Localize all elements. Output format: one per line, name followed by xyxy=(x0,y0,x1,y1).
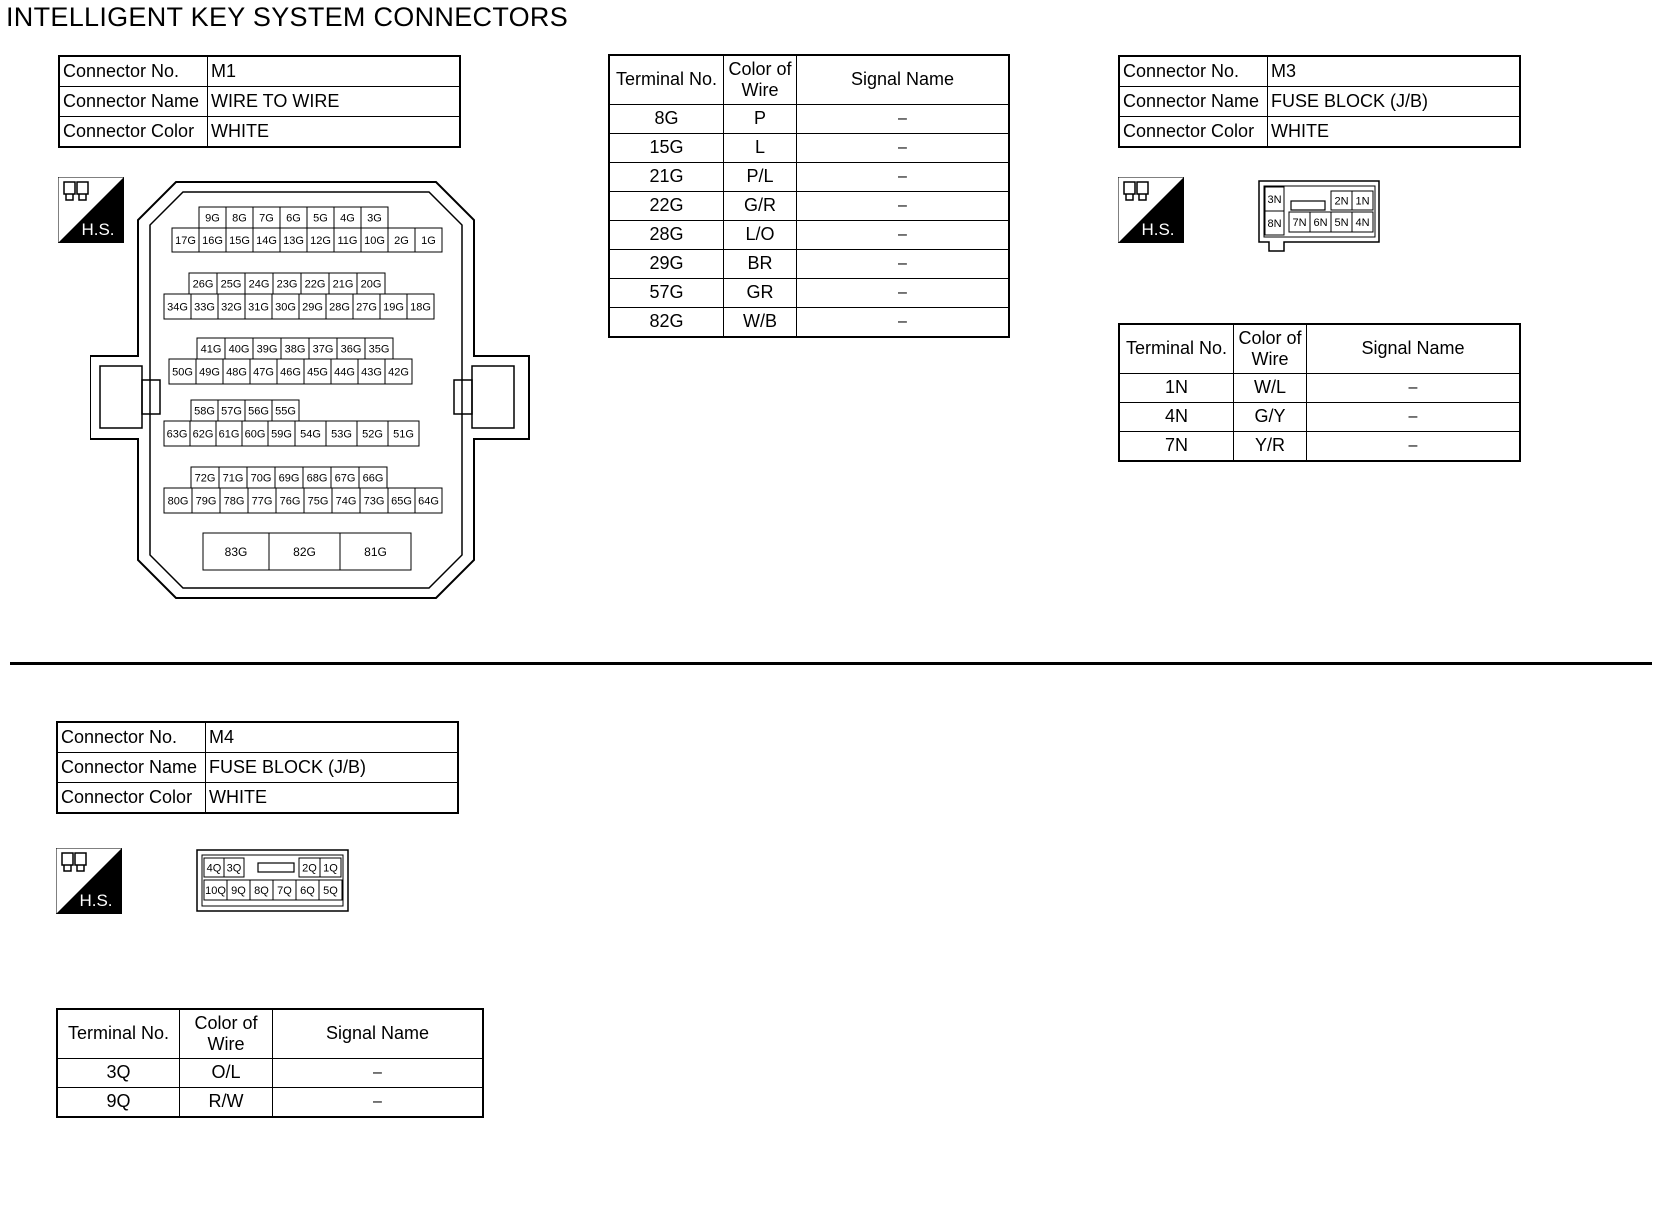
pin-label: 83G xyxy=(224,544,248,559)
pin-label: 68G xyxy=(306,472,328,485)
pin-label: 34G xyxy=(167,301,188,314)
terminal-no-cell: 4N xyxy=(1119,402,1234,431)
terminal-row xyxy=(57,1058,483,1087)
pin-label: 32G xyxy=(221,301,242,314)
pin-label: 16G xyxy=(202,234,223,247)
pin-label: 31G xyxy=(248,301,269,314)
pin-label: 23G xyxy=(276,278,298,291)
pin-label: 39G xyxy=(256,343,278,356)
signal-name-cell: – xyxy=(797,191,1010,220)
pin-label: 82G xyxy=(293,544,316,559)
terminal-row xyxy=(609,278,1009,307)
wire-color-cell: L xyxy=(724,133,797,162)
signal-name-cell: – xyxy=(797,104,1010,133)
pin-label: 55G xyxy=(275,405,296,418)
m1-terminal-table xyxy=(608,54,1010,338)
pin-label: 42G xyxy=(388,366,409,379)
m3-connector-info xyxy=(1118,55,1521,148)
m3-connector-no: M3 xyxy=(1268,56,1521,87)
pin-label: 76G xyxy=(279,495,301,508)
section-divider xyxy=(10,662,1652,665)
pin-label: 69G xyxy=(278,472,300,485)
pin-label: 57G xyxy=(221,405,242,418)
pin-label: 81G xyxy=(364,544,387,559)
pin-label: 14G xyxy=(256,234,277,247)
pin-label: 7Q xyxy=(277,884,292,897)
m4-terminal-table xyxy=(56,1008,484,1118)
m1-connector-color: WHITE xyxy=(208,117,461,148)
terminal-row xyxy=(609,249,1009,278)
m4-connector-color: WHITE xyxy=(206,783,459,814)
color-of-wire-header: Color of Wire xyxy=(724,55,797,104)
pin-label: 72G xyxy=(194,472,216,485)
pin-label: 3G xyxy=(367,212,382,225)
pin-label: 44G xyxy=(334,366,355,379)
pin-label: 6Q xyxy=(300,884,315,897)
pin-label: 51G xyxy=(393,428,414,441)
signal-name-cell: – xyxy=(797,162,1010,191)
wire-color-cell: W/B xyxy=(724,307,797,337)
pin-label: 58G xyxy=(194,405,215,418)
wire-color-cell: GR xyxy=(724,278,797,307)
m1-connector-no: M1 xyxy=(208,56,461,87)
pin-label: 43G xyxy=(361,366,382,379)
pin-label: 5N xyxy=(1334,216,1349,229)
wire-color-cell: G/R xyxy=(724,191,797,220)
pin-label: 49G xyxy=(199,366,220,379)
signal-name-cell: – xyxy=(797,249,1010,278)
signal-name-cell: – xyxy=(797,220,1010,249)
wire-color-cell: R/W xyxy=(180,1087,273,1117)
connector-color-label: Connector Color xyxy=(57,783,206,814)
pin-label: 80G xyxy=(167,495,189,508)
pin-label: 4G xyxy=(340,212,355,225)
pin-label: 37G xyxy=(312,343,334,356)
signal-name-cell: – xyxy=(1307,373,1521,402)
signal-name-cell: – xyxy=(273,1087,484,1117)
connector-name-label: Connector Name xyxy=(57,753,206,783)
terminal-no-cell: 9Q xyxy=(57,1087,180,1117)
pin-label: 59G xyxy=(271,428,292,441)
wire-color-cell: P xyxy=(724,104,797,133)
pin-label: 77G xyxy=(251,495,273,508)
pin-label: 46G xyxy=(280,366,301,379)
terminal-row xyxy=(609,133,1009,162)
terminal-no-cell: 29G xyxy=(609,249,724,278)
pin-label: 11G xyxy=(337,234,358,247)
pin-label: 52G xyxy=(362,428,383,441)
pin-label: 41G xyxy=(200,343,222,356)
connector-name-label: Connector Name xyxy=(59,87,208,117)
pin-label: 65G xyxy=(391,495,412,508)
pin-label: 33G xyxy=(194,301,215,314)
connector-name-label: Connector Name xyxy=(1119,87,1268,117)
m4-connector-no: M4 xyxy=(206,722,459,753)
pin-label: 74G xyxy=(335,495,357,508)
pin-label: 8G xyxy=(232,212,247,225)
terminal-no-cell: 15G xyxy=(609,133,724,162)
pin-label: 4Q xyxy=(206,862,222,875)
signal-name-header: Signal Name xyxy=(273,1009,484,1058)
pin-label: 62G xyxy=(192,428,214,441)
connector-color-label: Connector Color xyxy=(1119,117,1268,148)
pin-label: 2N xyxy=(1334,195,1349,208)
hs-label: H.S. xyxy=(1141,220,1175,239)
pin-label: 30G xyxy=(275,301,296,314)
wire-color-cell: G/Y xyxy=(1234,402,1307,431)
pin-label: 13G xyxy=(283,234,304,247)
pin-label: 26G xyxy=(192,278,214,291)
pin-label: 1G xyxy=(421,234,436,247)
signal-name-header: Signal Name xyxy=(1307,324,1521,373)
pin-label: 70G xyxy=(250,472,272,485)
pin-label: 8Q xyxy=(254,884,269,897)
pin-label: 47G xyxy=(253,366,274,379)
signal-name-cell: – xyxy=(797,278,1010,307)
pin-label: 54G xyxy=(300,428,321,441)
pin-label: 28G xyxy=(329,301,350,314)
pin-label: 8N xyxy=(1267,217,1282,230)
hs-label: H.S. xyxy=(79,891,113,910)
pin-label: 3Q xyxy=(226,862,242,875)
hs-icon xyxy=(1118,177,1184,243)
signal-name-cell: – xyxy=(797,307,1010,337)
color-of-wire-header: Color of Wire xyxy=(180,1009,273,1058)
wire-color-cell: W/L xyxy=(1234,373,1307,402)
terminal-no-cell: 8G xyxy=(609,104,724,133)
terminal-row xyxy=(1119,431,1520,461)
pin-label: 1Q xyxy=(323,862,338,875)
wire-color-cell: L/O xyxy=(724,220,797,249)
pin-label: 61G xyxy=(218,428,240,441)
pin-label: 10Q xyxy=(205,884,226,897)
pin-label: 3N xyxy=(1267,193,1282,206)
m4-connector-name: FUSE BLOCK (J/B) xyxy=(206,753,459,783)
pin-label: 78G xyxy=(223,495,245,508)
terminal-no-header: Terminal No. xyxy=(609,55,724,104)
terminal-row xyxy=(609,104,1009,133)
pin-label: 24G xyxy=(248,278,270,291)
pin-label: 21G xyxy=(332,278,354,291)
pin-label: 19G xyxy=(383,301,404,314)
terminal-no-cell: 22G xyxy=(609,191,724,220)
pin-label: 6G xyxy=(286,212,301,225)
pin-label: 5G xyxy=(313,212,328,225)
terminal-row xyxy=(609,220,1009,249)
terminal-row xyxy=(609,307,1009,337)
terminal-no-cell: 82G xyxy=(609,307,724,337)
signal-name-header: Signal Name xyxy=(797,55,1010,104)
pin-label: 36G xyxy=(340,343,362,356)
pin-label: 38G xyxy=(284,343,306,356)
wire-color-cell: P/L xyxy=(724,162,797,191)
pin-label: 9Q xyxy=(231,884,246,897)
terminal-no-cell: 28G xyxy=(609,220,724,249)
terminal-no-cell: 7N xyxy=(1119,431,1234,461)
pin-label: 48G xyxy=(226,366,247,379)
terminal-no-header: Terminal No. xyxy=(1119,324,1234,373)
pin-label: 6N xyxy=(1313,216,1328,229)
m3-terminal-table xyxy=(1118,323,1521,462)
m3-connector-color: WHITE xyxy=(1268,117,1521,148)
terminal-row xyxy=(57,1087,483,1117)
pin-label: 45G xyxy=(307,366,328,379)
pin-label: 20G xyxy=(360,278,382,291)
m1-connector-info xyxy=(58,55,461,148)
terminal-row xyxy=(609,191,1009,220)
pin-label: 60G xyxy=(244,428,266,441)
wire-color-cell: O/L xyxy=(180,1058,273,1087)
pin-label: 29G xyxy=(302,301,323,314)
pin-label: 53G xyxy=(331,428,352,441)
m1-connector-name: WIRE TO WIRE xyxy=(208,87,461,117)
pin-label: 56G xyxy=(248,405,269,418)
pin-label: 7N xyxy=(1292,216,1307,229)
pin-label: 66G xyxy=(362,472,384,485)
pin-label: 4N xyxy=(1355,216,1370,229)
connector-no-label: Connector No. xyxy=(1119,56,1268,87)
pin-label: 17G xyxy=(175,234,196,247)
pin-label: 25G xyxy=(220,278,242,291)
wire-color-cell: Y/R xyxy=(1234,431,1307,461)
connector-no-label: Connector No. xyxy=(57,722,206,753)
terminal-row xyxy=(1119,373,1520,402)
pin-label: 79G xyxy=(195,495,217,508)
m3-connector-name: FUSE BLOCK (J/B) xyxy=(1268,87,1521,117)
terminal-no-cell: 57G xyxy=(609,278,724,307)
m4-connector-info xyxy=(56,721,459,814)
m3-connector-face xyxy=(1258,180,1388,255)
pin-label: 63G xyxy=(166,428,188,441)
hs-label: H.S. xyxy=(81,220,115,239)
wire-color-cell: BR xyxy=(724,249,797,278)
pin-label: 71G xyxy=(222,472,244,485)
pin-label: 75G xyxy=(307,495,329,508)
pin-label: 5Q xyxy=(323,884,338,897)
m4-connector-face xyxy=(196,849,351,915)
terminal-no-cell: 21G xyxy=(609,162,724,191)
terminal-no-cell: 3Q xyxy=(57,1058,180,1087)
pin-label: 73G xyxy=(363,495,385,508)
pin-label: 1N xyxy=(1355,195,1370,208)
pin-label: 12G xyxy=(310,234,331,247)
connector-no-label: Connector No. xyxy=(59,56,208,87)
pin-label: 10G xyxy=(364,234,385,247)
connector-color-label: Connector Color xyxy=(59,117,208,148)
pin-label: 27G xyxy=(356,301,377,314)
signal-name-cell: – xyxy=(273,1058,484,1087)
m1-connector-face xyxy=(90,180,530,635)
pin-label: 2G xyxy=(394,234,409,247)
pin-label: 9G xyxy=(205,212,220,225)
pin-label: 22G xyxy=(304,278,326,291)
terminal-no-header: Terminal No. xyxy=(57,1009,180,1058)
color-of-wire-header: Color of Wire xyxy=(1234,324,1307,373)
pin-label: 50G xyxy=(172,366,193,379)
pin-label: 67G xyxy=(334,472,356,485)
pin-label: 15G xyxy=(229,234,250,247)
signal-name-cell: – xyxy=(1307,402,1521,431)
terminal-no-cell: 1N xyxy=(1119,373,1234,402)
pin-label: 2Q xyxy=(302,862,317,875)
page-title: INTELLIGENT KEY SYSTEM CONNECTORS xyxy=(6,2,569,32)
pin-label: 40G xyxy=(228,343,250,356)
terminal-row xyxy=(609,162,1009,191)
pin-label: 35G xyxy=(368,343,390,356)
signal-name-cell: – xyxy=(1307,431,1521,461)
hs-icon xyxy=(56,848,122,914)
signal-name-cell: – xyxy=(797,133,1010,162)
pin-label: 7G xyxy=(259,212,274,225)
pin-label: 64G xyxy=(418,495,439,508)
terminal-row xyxy=(1119,402,1520,431)
pin-label: 18G xyxy=(410,301,431,314)
